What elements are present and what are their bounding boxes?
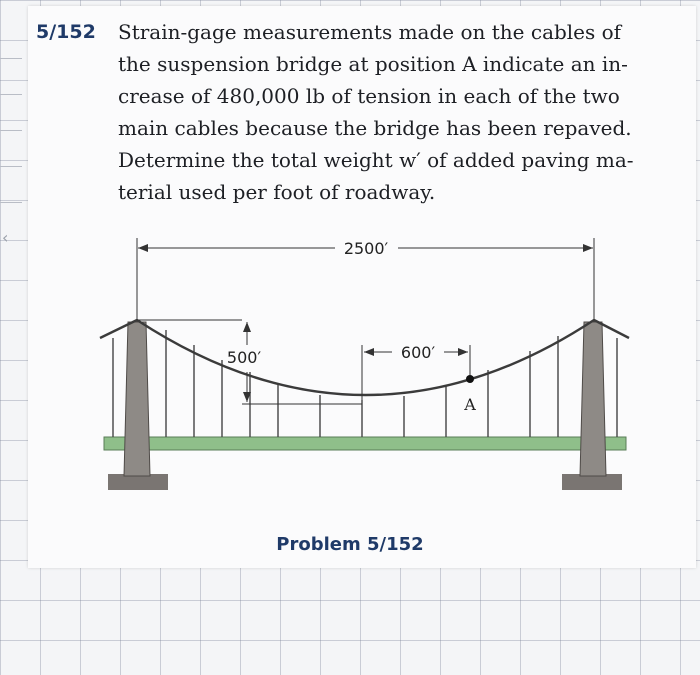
span-dimension — [137, 238, 594, 322]
main-cable — [137, 320, 594, 395]
figure-caption: Problem 5/152 — [276, 534, 424, 555]
problem-line: main cables because the bridge has been repaved. — [118, 116, 632, 140]
problem-line: crease of 480,000 lb of tension in each of the two — [118, 84, 620, 108]
problem-line: terial used per foot of roadway. — [118, 180, 436, 204]
bridge-deck — [104, 437, 626, 450]
right-tower — [580, 322, 606, 476]
chevron-left-icon: ‹ — [2, 228, 9, 247]
problem-line: Strain-gage measurements made on the cables of — [118, 20, 622, 44]
problem-number: 5/152 — [36, 21, 96, 43]
span-label: 2500′ — [343, 239, 389, 258]
hangers — [113, 330, 617, 437]
point-a-label: A — [464, 395, 476, 414]
point-a-marker — [466, 375, 474, 383]
problem-line: the suspension bridge at position A indicate an in- — [118, 52, 628, 76]
problem-line: Determine the total weight w′ of added paving ma- — [118, 148, 634, 172]
left-tower — [124, 322, 150, 476]
sag-label: 500′ — [226, 348, 262, 367]
offset-label: 600′ — [400, 343, 436, 362]
